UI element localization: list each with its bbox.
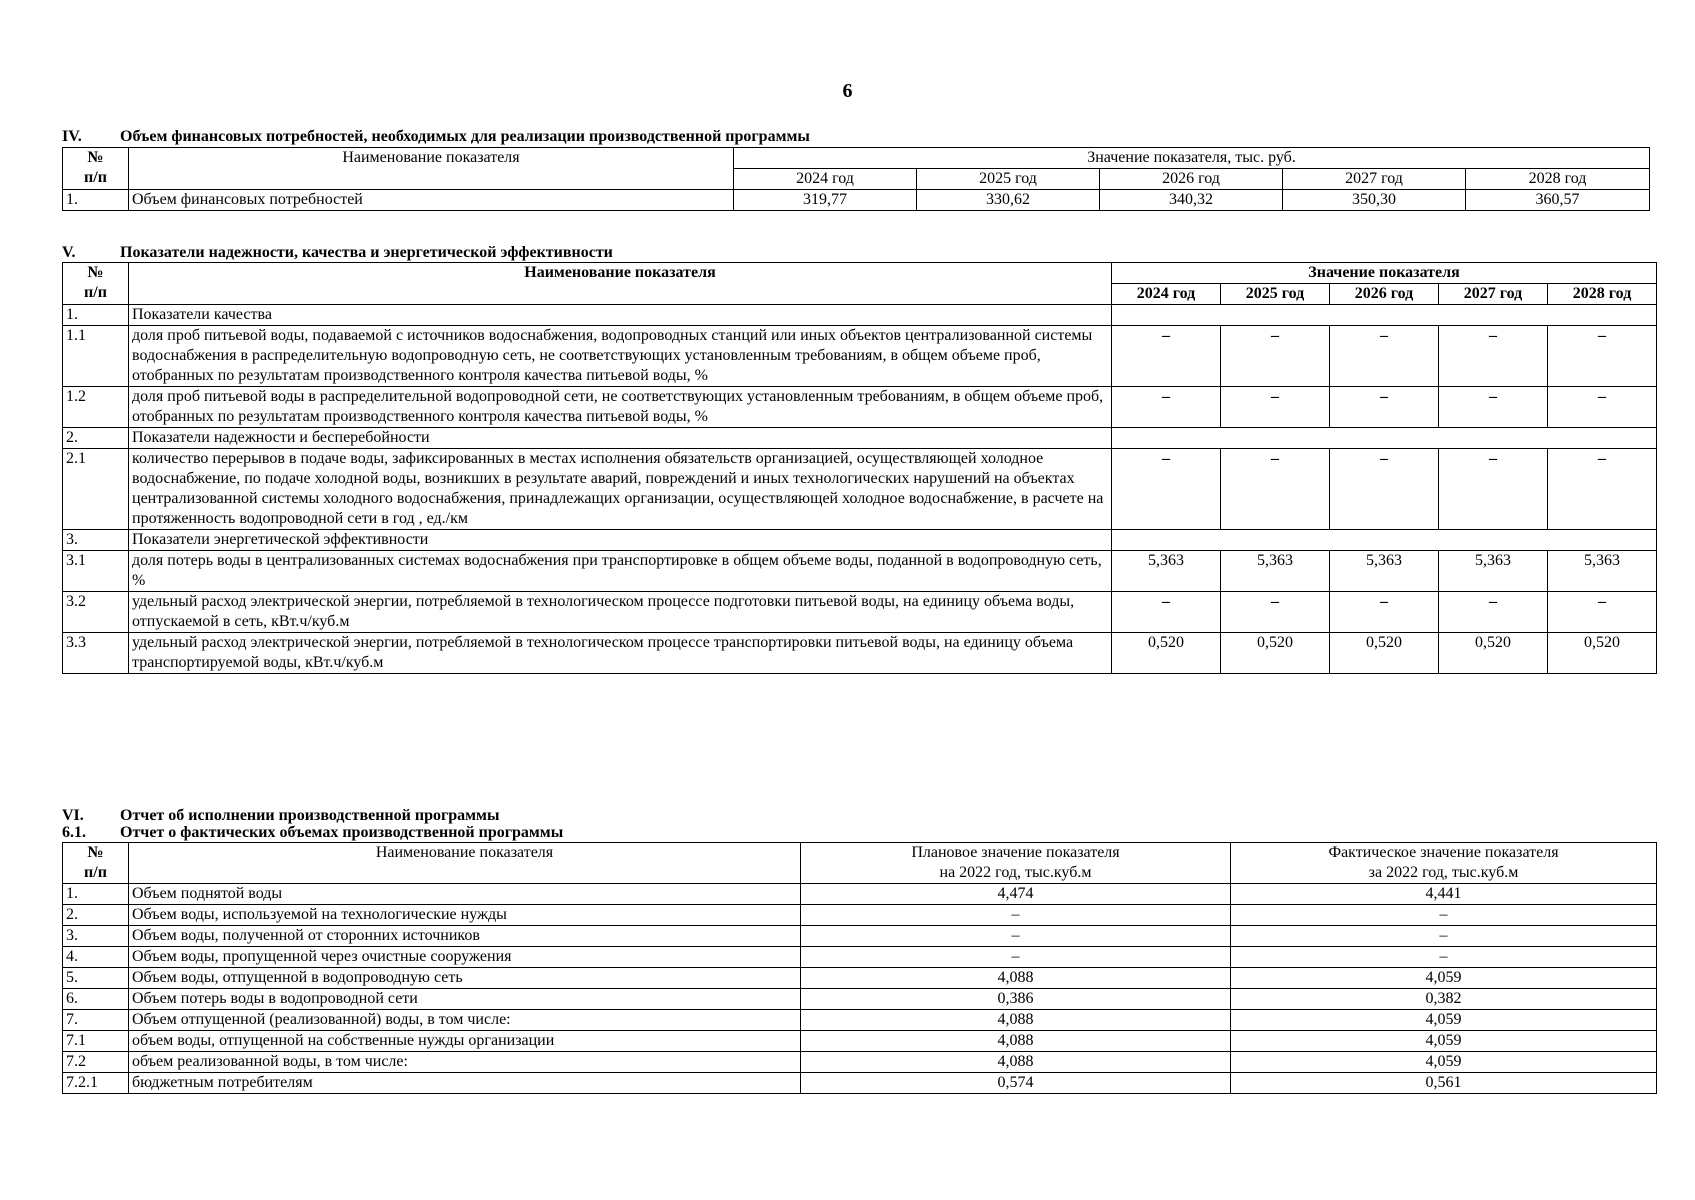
table-row: [63, 1010, 1657, 1031]
table-row: [63, 947, 1657, 968]
row-fact-value: –: [1231, 947, 1657, 968]
row-number: 2.: [63, 905, 129, 926]
table-row: [63, 905, 1657, 926]
section-6-1-title: Отчет о фактических объемах производственной программы: [120, 824, 564, 841]
row-number: 6.: [63, 989, 129, 1010]
header-number-line1: №: [87, 149, 104, 166]
page-number: 6: [842, 80, 853, 102]
row-number: 1.: [63, 884, 129, 905]
section-4-title: Объем финансовых потребностей, необходимых для реализации производственной программы: [120, 128, 810, 145]
row-value: –: [1548, 592, 1657, 633]
header-year: 2024 год: [1112, 284, 1221, 305]
table-row: [63, 633, 1657, 674]
row-value: 5,363: [1330, 551, 1439, 592]
section-4-number: IV.: [62, 128, 82, 145]
row-value: –: [1439, 592, 1548, 633]
row-value: 0,520: [1112, 633, 1221, 674]
table-row: [63, 1073, 1657, 1094]
row-plan-value: 4,088: [801, 1010, 1231, 1031]
row-value: –: [1112, 449, 1221, 530]
row-name: количество перерывов в подаче воды, зафиксированных в местах исполнения обязательств организацией, осуществляющей холодное водоснабжение, по подаче холодной воды, возникших в результате аварий, повреждений и иных технологических нарушений на объектах централизованной системы холодного водоснабжения, принадлежащих организации, осуществляющей холодное водоснабжение, в расчете на протяженность водопроводной сети в год , ед./км: [129, 449, 1112, 530]
row-name: Объем потерь воды в водопроводной сети: [129, 989, 801, 1010]
row-value: 5,363: [1548, 551, 1657, 592]
header-plan-value: [801, 843, 1231, 884]
table-row: [63, 968, 1657, 989]
section-4-heading: [62, 128, 1649, 145]
header-year: 2027 год: [1283, 169, 1466, 190]
table-row: [63, 326, 1657, 387]
row-number: 3.: [63, 530, 129, 551]
section-6-1-heading: [62, 824, 1656, 841]
header-year: 2027 год: [1439, 284, 1548, 305]
row-name: доля проб питьевой воды в распределительной водопроводной сети, не соответствующих установленным требованиям, в общем объеме проб, отобранных по результатам производственного контроля качества питьевой воды, %: [129, 387, 1112, 428]
header-number: [63, 148, 129, 190]
header-year: 2028 год: [1548, 284, 1657, 305]
row-plan-value: –: [801, 947, 1231, 968]
header-number-line2: п/п: [84, 284, 107, 301]
program-report-table: [62, 842, 1657, 1094]
table-row: [63, 926, 1657, 947]
row-value: –: [1548, 387, 1657, 428]
empty-cell: [1112, 530, 1657, 551]
row-name: Объем воды, используемой на технологические нужды: [129, 905, 801, 926]
row-value: –: [1439, 449, 1548, 530]
header-indicator-value: Значение показателя: [1112, 263, 1657, 284]
table-row: [63, 190, 1650, 211]
group-title: Показатели энергетической эффективности: [129, 530, 1112, 551]
row-fact-value: –: [1231, 926, 1657, 947]
row-number: 5.: [63, 968, 129, 989]
table-row: [63, 1052, 1657, 1073]
row-name: бюджетным потребителям: [129, 1073, 801, 1094]
row-value: 0,520: [1221, 633, 1330, 674]
row-value: –: [1221, 387, 1330, 428]
row-value: 350,30: [1283, 190, 1466, 211]
row-name: Объем поднятой воды: [129, 884, 801, 905]
header-number-line1: №: [87, 844, 104, 861]
row-plan-value: 0,574: [801, 1073, 1231, 1094]
row-plan-value: –: [801, 926, 1231, 947]
header-year: 2025 год: [1221, 284, 1330, 305]
row-name: Объем воды, пропущенной через очистные сооружения: [129, 947, 801, 968]
header-year: 2026 год: [1330, 284, 1439, 305]
row-number: 4.: [63, 947, 129, 968]
row-value: 0,520: [1330, 633, 1439, 674]
empty-cell: [1112, 428, 1657, 449]
row-value: –: [1330, 387, 1439, 428]
table-row: [63, 592, 1657, 633]
row-number: 3.2: [63, 592, 129, 633]
row-name: Объем воды, полученной от сторонних источников: [129, 926, 801, 947]
header-plan-line1: Плановое значение показателя: [911, 844, 1120, 861]
header-number-line1: №: [87, 264, 104, 281]
header-number-line2: п/п: [84, 169, 107, 186]
row-number: 7.: [63, 1010, 129, 1031]
row-fact-value: 0,561: [1231, 1073, 1657, 1094]
row-number: 7.2: [63, 1052, 129, 1073]
row-value: 330,62: [917, 190, 1100, 211]
row-number: 1.: [63, 190, 129, 211]
row-value: –: [1112, 592, 1221, 633]
row-value: 0,520: [1548, 633, 1657, 674]
header-year: 2024 год: [734, 169, 917, 190]
table-row: [63, 1031, 1657, 1052]
row-name: Объем финансовых потребностей: [129, 190, 734, 211]
header-indicator-name: Наименование показателя: [129, 148, 734, 190]
section-reliability-indicators: [62, 244, 1656, 674]
table-row: [63, 449, 1657, 530]
row-plan-value: 4,088: [801, 1031, 1231, 1052]
row-value: –: [1221, 449, 1330, 530]
header-plan-line2: на 2022 год, тыс.куб.м: [939, 864, 1092, 881]
row-number: 7.2.1: [63, 1073, 129, 1094]
group-row: [63, 305, 1657, 326]
financial-needs-table: [62, 147, 1650, 211]
row-value: 5,363: [1112, 551, 1221, 592]
row-value: –: [1548, 449, 1657, 530]
row-value: –: [1330, 592, 1439, 633]
table-row: [63, 387, 1657, 428]
section-financial-needs: [62, 128, 1649, 211]
row-value: 319,77: [734, 190, 917, 211]
row-number: 2.1: [63, 449, 129, 530]
row-plan-value: 4,088: [801, 1052, 1231, 1073]
header-fact-line2: за 2022 год, тыс.куб.м: [1368, 864, 1519, 881]
section-5-heading: [62, 244, 1656, 261]
header-number: [63, 843, 129, 884]
header-indicator-name: Наименование показателя: [129, 263, 1112, 305]
row-value: –: [1330, 326, 1439, 387]
section-5-number: V.: [62, 244, 76, 261]
row-value: 360,57: [1466, 190, 1650, 211]
empty-cell: [1112, 305, 1657, 326]
row-plan-value: –: [801, 905, 1231, 926]
row-plan-value: 4,474: [801, 884, 1231, 905]
row-value: 0,520: [1439, 633, 1548, 674]
row-number: 1.2: [63, 387, 129, 428]
row-fact-value: –: [1231, 905, 1657, 926]
row-plan-value: 4,088: [801, 968, 1231, 989]
section-6-title: Отчет об исполнении производственной программы: [120, 807, 500, 824]
row-value: –: [1221, 326, 1330, 387]
header-number: [63, 263, 129, 305]
row-name: Объем отпущенной (реализованной) воды, в том числе:: [129, 1010, 801, 1031]
section-5-title: Показатели надежности, качества и энергетической эффективности: [120, 244, 613, 261]
section-6-number: VI.: [62, 807, 84, 824]
row-fact-value: 4,059: [1231, 1010, 1657, 1031]
header-year: 2028 год: [1466, 169, 1650, 190]
row-value: –: [1112, 326, 1221, 387]
section-6-heading: [62, 807, 1656, 824]
row-fact-value: 4,059: [1231, 1052, 1657, 1073]
row-value: –: [1439, 387, 1548, 428]
reliability-indicators-body: [63, 305, 1657, 674]
row-name: Объем воды, отпущенной в водопроводную сеть: [129, 968, 801, 989]
row-number: 7.1: [63, 1031, 129, 1052]
row-fact-value: 0,382: [1231, 989, 1657, 1010]
group-title: Показатели качества: [129, 305, 1112, 326]
row-name: объем воды, отпущенной на собственные нужды организации: [129, 1031, 801, 1052]
program-report-body: [63, 884, 1657, 1094]
row-name: доля проб питьевой воды, подаваемой с источников водоснабжения, водопроводных станций или иных объектов централизованной системы водоснабжения в распределительную водопроводную сеть, не соответствующих установленным требованиям, в общем объеме проб, отобранных по результатам производственного контроля качества питьевой воды, %: [129, 326, 1112, 387]
header-indicator-name: Наименование показателя: [129, 843, 801, 884]
section-6-1-number: 6.1.: [62, 824, 86, 841]
group-title: Показатели надежности и бесперебойности: [129, 428, 1112, 449]
row-value: –: [1112, 387, 1221, 428]
header-year: 2026 год: [1100, 169, 1283, 190]
row-number: 1.: [63, 305, 129, 326]
row-name: объем реализованной воды, в том числе:: [129, 1052, 801, 1073]
group-row: [63, 428, 1657, 449]
table-row: [63, 551, 1657, 592]
row-value: –: [1221, 592, 1330, 633]
header-fact-line1: Фактическое значение показателя: [1328, 844, 1559, 861]
header-indicator-value: Значение показателя, тыс. руб.: [734, 148, 1650, 169]
header-number-line2: п/п: [84, 864, 107, 881]
row-value: –: [1330, 449, 1439, 530]
row-value: 5,363: [1439, 551, 1548, 592]
row-fact-value: 4,441: [1231, 884, 1657, 905]
row-value: 340,32: [1100, 190, 1283, 211]
row-name: удельный расход электрической энергии, потребляемой в технологическом процессе подготовки питьевой воды, на единицу объема воды, отпускаемой в сеть, кВт.ч/куб.м: [129, 592, 1112, 633]
row-fact-value: 4,059: [1231, 968, 1657, 989]
row-number: 3.: [63, 926, 129, 947]
row-number: 1.1: [63, 326, 129, 387]
section-program-report: [62, 807, 1656, 1094]
header-fact-value: [1231, 843, 1657, 884]
row-value: –: [1548, 326, 1657, 387]
row-number: 3.1: [63, 551, 129, 592]
row-fact-value: 4,059: [1231, 1031, 1657, 1052]
row-number: 3.3: [63, 633, 129, 674]
table-row: [63, 884, 1657, 905]
row-value: 5,363: [1221, 551, 1330, 592]
row-plan-value: 0,386: [801, 989, 1231, 1010]
row-name: удельный расход электрической энергии, потребляемой в технологическом процессе транспортировки питьевой воды, на единицу объема транспортируемой воды, кВт.ч/куб.м: [129, 633, 1112, 674]
row-value: –: [1439, 326, 1548, 387]
group-row: [63, 530, 1657, 551]
header-year: 2025 год: [917, 169, 1100, 190]
row-number: 2.: [63, 428, 129, 449]
reliability-indicators-table: [62, 262, 1657, 674]
row-name: доля потерь воды в централизованных системах водоснабжения при транспортировке в общем объеме воды, поданной в водопроводную сеть, %: [129, 551, 1112, 592]
table-row: [63, 989, 1657, 1010]
